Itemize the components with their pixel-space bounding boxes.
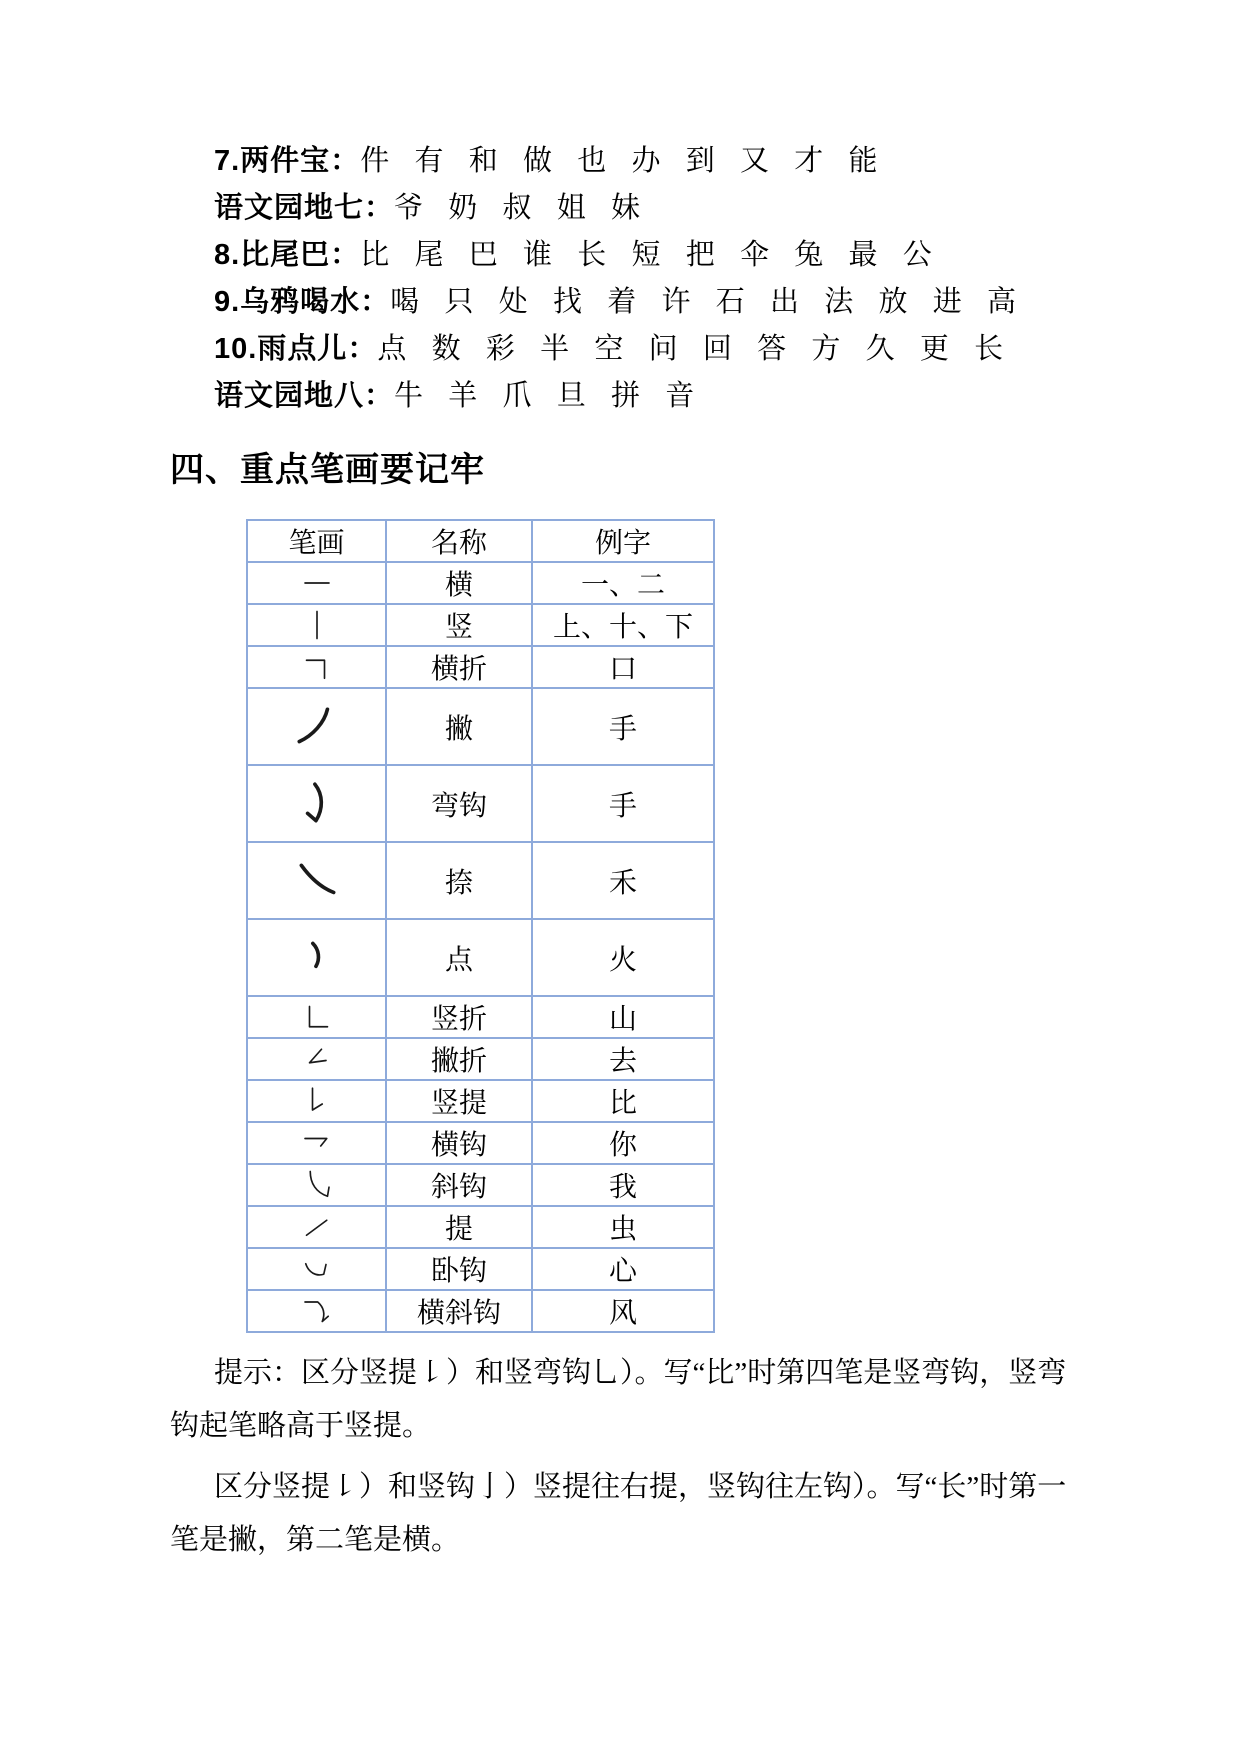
stroke-glyph-cell (247, 604, 386, 646)
stroke-glyph-cell (247, 688, 386, 765)
table-row (247, 604, 714, 646)
table-row (247, 1080, 714, 1122)
stroke-pie-icon (292, 702, 342, 752)
table-row (247, 1164, 714, 1206)
stroke-glyph-cell (247, 1290, 386, 1332)
example-chars-cell: 口 (532, 646, 714, 688)
stroke-glyph-cell (247, 1164, 386, 1206)
note-paragraph: 区分竖提㇙）和竖钩亅）竖提往右提，竖钩往左钩）。写“长”时第一笔是撇，第二笔是横。 (170, 1471, 1067, 1556)
lesson-characters: 件 有 和 做 也 办 到 又 才 能 (360, 145, 880, 177)
lesson-line (170, 232, 1075, 279)
stroke-name-cell: 捺 (386, 842, 532, 919)
stroke-glyph-cell (247, 1080, 386, 1122)
page-content (170, 138, 1075, 1567)
stroke-ti-icon (299, 1209, 335, 1245)
column-header-name: 名称 (386, 520, 532, 562)
table-row (247, 646, 714, 688)
example-chars-cell: 一、二 (532, 562, 714, 604)
table-row (247, 1290, 714, 1332)
example-chars-cell: 比 (532, 1080, 714, 1122)
lesson-line (170, 373, 1075, 420)
lesson-label: 语文园地七： (214, 192, 395, 224)
stroke-glyph-cell (247, 1122, 386, 1164)
section-heading: 四、重点笔画要记牢 (170, 451, 485, 489)
table-header-row (247, 520, 714, 562)
stroke-dian-icon (292, 933, 342, 983)
table-row (247, 1122, 714, 1164)
stroke-name-cell: 竖折 (386, 996, 532, 1038)
example-chars-cell: 禾 (532, 842, 714, 919)
stroke-name-cell: 弯钩 (386, 765, 532, 842)
stroke-piezhe-icon (299, 1041, 335, 1077)
stroke-wogou-icon (299, 1251, 335, 1287)
example-chars-cell: 我 (532, 1164, 714, 1206)
stroke-name-cell: 撇折 (386, 1038, 532, 1080)
notes-section (170, 1347, 1075, 1567)
stroke-hengzhe-icon (299, 649, 335, 685)
stroke-glyph-cell (247, 1206, 386, 1248)
stroke-name-cell: 横折 (386, 646, 532, 688)
example-chars-cell: 上、十、下 (532, 604, 714, 646)
lesson-line (170, 326, 1075, 373)
stroke-table (246, 519, 715, 1333)
stroke-name-cell: 卧钩 (386, 1248, 532, 1290)
table-row (247, 996, 714, 1038)
lesson-characters: 爷 奶 叔 姐 妹 (394, 192, 643, 224)
example-chars-cell: 虫 (532, 1206, 714, 1248)
lesson-characters: 点 数 彩 半 空 问 回 答 方 久 更 长 (377, 333, 1006, 365)
stroke-shuzhe-icon (299, 999, 335, 1035)
lesson-line (170, 185, 1075, 232)
stroke-na-icon (292, 856, 342, 906)
note-paragraph: 提示：区分竖提㇙）和竖弯钩乚）。写“比”时第四笔是竖弯钩，竖弯钩起笔略高于竖提。 (170, 1357, 1067, 1442)
stroke-name-cell: 斜钩 (386, 1164, 532, 1206)
stroke-name-cell: 横 (386, 562, 532, 604)
stroke-wangou-icon (292, 779, 342, 829)
stroke-glyph-cell (247, 996, 386, 1038)
column-header-examples: 例字 (532, 520, 714, 562)
lesson-characters: 比 尾 巴 谁 长 短 把 伞 兔 最 公 (360, 239, 934, 271)
lesson-line (170, 279, 1075, 326)
stroke-name-cell: 横钩 (386, 1122, 532, 1164)
stroke-name-cell: 横斜钩 (386, 1290, 532, 1332)
stroke-xiegou-icon (299, 1167, 335, 1203)
lesson-label: 8.比尾巴： (214, 239, 361, 271)
example-chars-cell: 你 (532, 1122, 714, 1164)
example-chars-cell: 火 (532, 919, 714, 996)
stroke-glyph-cell (247, 842, 386, 919)
example-chars-cell: 手 (532, 765, 714, 842)
table-row (247, 765, 714, 842)
table-row (247, 842, 714, 919)
lesson-characters: 牛 羊 爪 旦 拼 音 (394, 380, 697, 412)
stroke-name-cell: 点 (386, 919, 532, 996)
stroke-shu-icon (299, 607, 335, 643)
stroke-shuti-icon (299, 1083, 335, 1119)
lesson-characters: 喝 只 处 找 着 许 石 出 法 放 进 高 (390, 286, 1018, 318)
table-row (247, 1248, 714, 1290)
stroke-glyph-cell (247, 562, 386, 604)
stroke-glyph-cell (247, 1248, 386, 1290)
table-row (247, 688, 714, 765)
example-chars-cell: 心 (532, 1248, 714, 1290)
stroke-heng-icon (299, 565, 335, 601)
column-header-stroke: 笔画 (247, 520, 386, 562)
lesson-list (170, 138, 1075, 420)
stroke-glyph-cell (247, 1038, 386, 1080)
table-row (247, 1038, 714, 1080)
stroke-name-cell: 竖 (386, 604, 532, 646)
stroke-name-cell: 竖提 (386, 1080, 532, 1122)
stroke-hengxiegou-icon (299, 1293, 335, 1329)
stroke-glyph-cell (247, 646, 386, 688)
table-row (247, 919, 714, 996)
lesson-label: 语文园地八： (214, 380, 395, 412)
lesson-label: 7.两件宝： (214, 145, 361, 177)
stroke-glyph-cell (247, 765, 386, 842)
stroke-name-cell: 撇 (386, 688, 532, 765)
stroke-glyph-cell (247, 919, 386, 996)
lesson-label: 9.乌鸦喝水： (214, 286, 391, 318)
lesson-line (170, 138, 1075, 185)
example-chars-cell: 风 (532, 1290, 714, 1332)
lesson-label: 10.雨点儿： (214, 333, 378, 365)
example-chars-cell: 手 (532, 688, 714, 765)
stroke-name-cell: 提 (386, 1206, 532, 1248)
table-row (247, 1206, 714, 1248)
example-chars-cell: 去 (532, 1038, 714, 1080)
example-chars-cell: 山 (532, 996, 714, 1038)
table-row (247, 562, 714, 604)
stroke-henggou-icon (299, 1125, 335, 1161)
